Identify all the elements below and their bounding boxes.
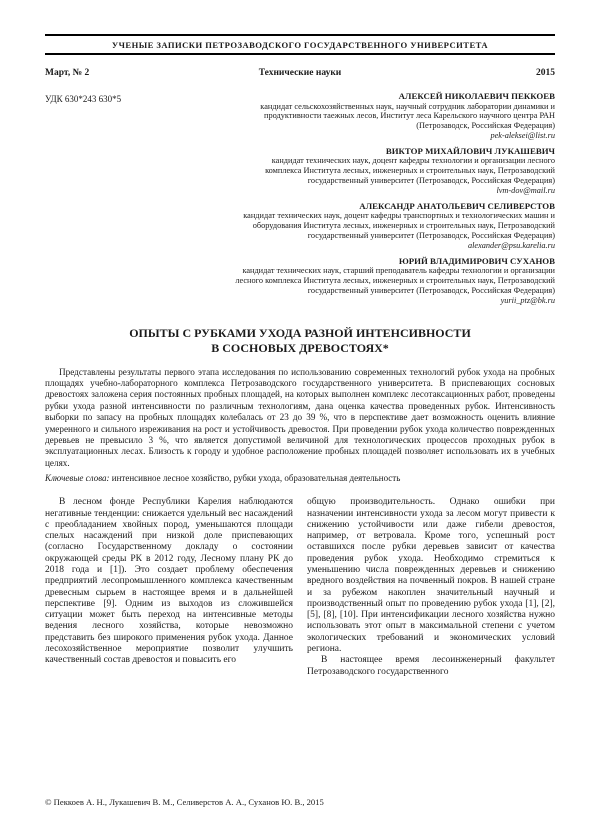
issue-meta-row [45,68,555,78]
footer-copyright: © Пеккоев А. Н., Лукашевич В. М., Селиверстов А. А., Суханов Ю. В., 2015 [45,797,324,807]
article-title-line2: В СОСНОВЫХ ДРЕВОСТОЯХ* [211,340,389,355]
author-block [235,256,555,306]
author-affiliation: кандидат технических наук, доцент кафедры транспортных и технологических машин и оборудования Института лесных, инженерных и строительных наук, Петрозаводский государственный университет (Петрозаводск, Российская Федерация) [243,211,555,240]
issue-label: Март, № 2 [45,68,90,78]
author-affiliation: кандидат сельскохозяйственных наук, научный сотрудник лаборатории динамики и продуктивности таежных лесов, Институт леса Карельского научного центра РАН (Петрозаводск, Российская Федерация) [260,101,555,131]
authors-block [235,91,555,311]
section-label: Технические науки [258,68,342,78]
keywords-line [45,473,555,484]
author-email: pek-aleksei@list.ru [490,130,555,140]
author-affiliation: кандидат технических наук, доцент кафедры технологии и организации лесного комплекса Института лесных, инженерных и строительных наук, Петрозаводский государственный университет (Петрозаводск, Российская Федерация) [265,156,555,185]
abstract: Представлены результаты первого этапа исследования по использованию современных технологий рубок ухода на пробных площадях учебно-лабораторного комплекса Петрозаводского государственного университета. В приспевающих сосновых древостоях заложена серия постоянных пробных площадей, на которых выполнен комплекс лесотаксационных работ, проведены рубки ухода разной интенсивности по различным технологиям, дана оценка качества проведенных рубок. Интенсивность выборки по запасу на пробных площадях колебалась от 23 до 39 %, что в перспективе дает возможность оценить влияние умеренного и сильного изреживания на рост и устойчивость древостоя. При проведении рубок ухода количество поврежденных деревьев не превысило 3 %, что является допустимой величиной для технологических процессов проходных рубок в эксплуатационных лесах. Близость к городу и удобное расположение пробных площадей позволяет использовать их в учебных целях. [45,366,555,468]
author-email: alexander@psu.karelia.ru [467,240,555,250]
author-affiliation: кандидат технических наук, старший преподаватель кафедры технологии и организации лесного комплекса Института лесных, инженерных и строительных наук, Петрозаводский государственный университет (Петрозаводск, Российская Федерация) [235,266,555,295]
author-email: yurii_ptz@bk.ru [500,295,555,305]
paragraph: В лесном фонде Республики Карелия наблюдаются негативные тенденции: снижается удельный вес насаждений с преобладанием хвойных пород, уменьшаются площади спелых насаждений при низкой доле приспевающих (согласно Государственному докладу о состоянии окружающей среды РК в 2012 году, Лесному плану РК до 2018 года и [1]). Это создает проблему обеспечения предприятий лесопромышленного комплекса качественным древесным сырьем в настоящее время и в дальнейшей перспективе [9]. Одним из выходов из сложившейся ситуации может быть переход на интенсивные методы ведения лесного хозяйства, которые невозможно представить без широкого применения рубок ухода. Данное лесохозяйственное мероприятие позволит улучшить качественный состав древостоя и повысить его [45,497,293,666]
author-name: ЮРИЙ ВЛАДИМИРОВИЧ СУХАНОВ [398,255,555,266]
author-name: ВИКТОР МИХАЙЛОВИЧ ЛУКАШЕВИЧ [385,145,555,156]
body-column-left [45,497,293,678]
udk-authors-row [45,91,555,311]
keywords-text: интенсивное лесное хозяйство, рубки ухода, образовательная деятельность [109,473,401,484]
year-label: 2015 [536,68,555,78]
paragraph: В настоящее время лесоинженерный факультет Петрозаводского государственного [307,655,555,677]
keywords-label: Ключевые слова: [45,473,110,484]
article-title [45,326,555,356]
author-block [235,91,555,141]
author-block [235,146,555,196]
udk-label: УДК 630*243 630*5 [45,94,122,104]
body-column-right [307,497,555,678]
author-name: АЛЕКСАНДР АНАТОЛЬЕВИЧ СЕЛИВЕРСТОВ [359,200,555,211]
author-email: lvm-dov@mail.ru [496,185,555,195]
journal-header: УЧЕНЫЕ ЗАПИСКИ ПЕТРОЗАВОДСКОГО ГОСУДАРСТВЕННОГО УНИВЕРСИТЕТА [45,34,555,55]
paragraph: общую производительность. Однако ошибки при назначении интенсивности ухода за лесом могут привести к снижению устойчивости или даже гибели древостоя, например, от ветровала. Кроме того, успешный рост оставшихся после рубки деревьев зависит от качества проведения рубок ухода. Необходимо стремиться к уменьшению числа поврежденных деревьев и снижению вредного воздействия на почвенный покров. В нашей стране и за рубежом накоплен значительный научный и производственный опыт по проведению рубок ухода [1], [2], [5], [8], [10]. При интенсификации лесного хозяйства нужно использовать этот опыт в максимальной степени с учетом экологических требований и экономических условий региона. [307,497,555,655]
body-columns [45,497,555,678]
author-block [235,201,555,251]
author-name: АЛЕКСЕЙ НИКОЛАЕВИЧ ПЕККОЕВ [398,91,555,101]
article-title-line1: ОПЫТЫ С РУБКАМИ УХОДА РАЗНОЙ ИНТЕНСИВНОСТИ [129,325,471,340]
